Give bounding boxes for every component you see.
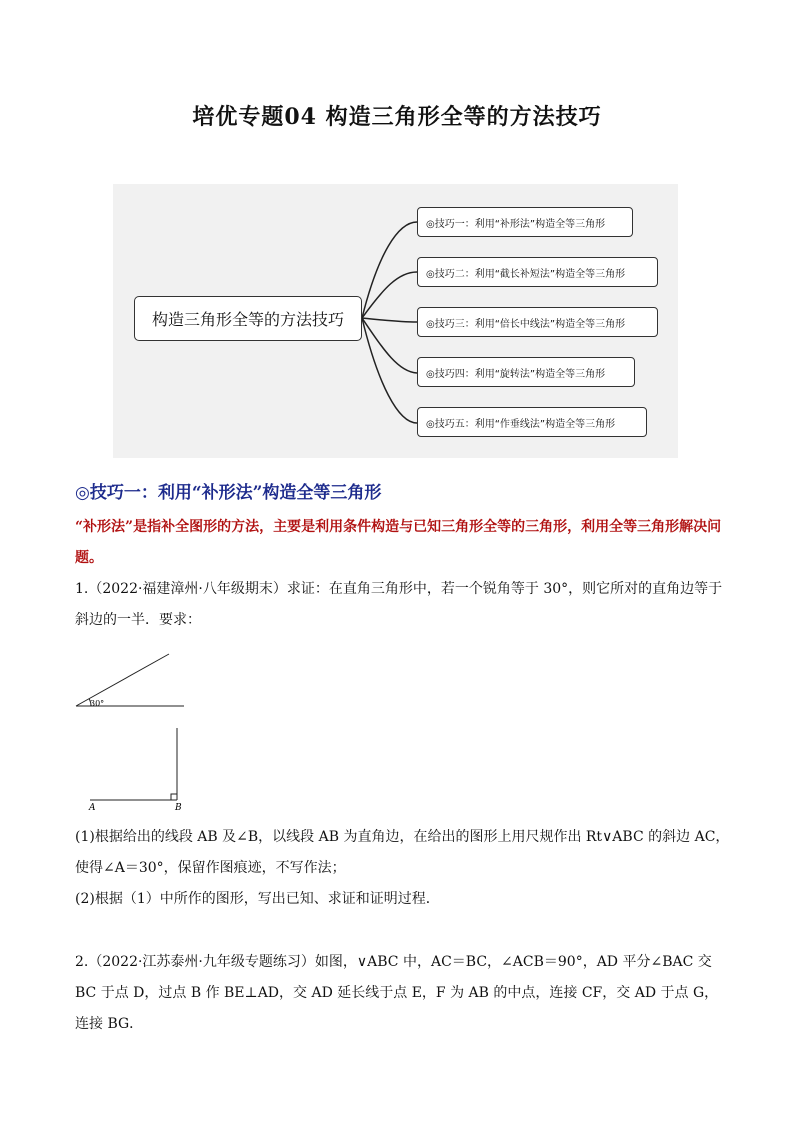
connector-2 bbox=[362, 272, 417, 318]
connector-4 bbox=[362, 318, 417, 373]
mindmap-branch-5: ◎技巧五：利用“作垂线法”构造全等三角形 bbox=[417, 407, 647, 437]
geometry-figure bbox=[70, 640, 190, 815]
point-b-label: B bbox=[175, 803, 182, 813]
connector-3 bbox=[362, 318, 417, 322]
angle-label: 30° bbox=[90, 699, 105, 708]
right-angle-mark bbox=[171, 794, 177, 800]
problem-1-figure bbox=[70, 640, 190, 819]
mindmap-branch-2: ◎技巧二：利用“截长补短法”构造全等三角形 bbox=[417, 257, 658, 287]
connector-1 bbox=[362, 222, 417, 318]
problem-2-statement: 2.（2022·江苏泰州·九年级专题练习）如图，∨ABC 中，AC＝BC，∠ACB＝90°，AD 平分∠BAC 交 BC 于点 D，过点 B 作 BE⊥AD，交 AD 延长线于点 E，F 为 AB 的中点，连接 CF，交 AD 于点 G，连接 BG． bbox=[75, 954, 719, 1032]
mindmap-diagram bbox=[113, 184, 678, 458]
problem-1-part-1: (1)根据给出的线段 AB 及∠B，以线段 AB 为直角边，在给出的图形上用尺规作出 Rt∨ABC 的斜边 AC，使得∠A＝30°，保留作图痕迹，不写作法； bbox=[75, 829, 730, 876]
problem-1-statement: 1.（2022·福建漳州·八年级期末）求证：在直角三角形中，若一个锐角等于 30°，则它所对的直角边等于斜边的一半．要求： bbox=[75, 581, 723, 628]
point-a-label: A bbox=[89, 803, 96, 813]
section-intro: “补形法”是指补全图形的方法，主要是利用条件构造与已知三角形全等的三角形，利用全等三角形解决问题。 bbox=[75, 519, 722, 566]
mindmap-root-node: 构造三角形全等的方法技巧 bbox=[134, 296, 362, 341]
problem-1-part-2: (2)根据（1）中所作的图形，写出已知、求证和证明过程． bbox=[75, 891, 440, 907]
mindmap-branch-3: ◎技巧三：利用“倍长中线法”构造全等三角形 bbox=[417, 307, 658, 337]
mindmap-branch-1: ◎技巧一：利用“补形法”构造全等三角形 bbox=[417, 207, 633, 237]
mindmap-branch-4: ◎技巧四：利用“旋转法”构造全等三角形 bbox=[417, 357, 635, 387]
page-title: 培优专题04 构造三角形全等的方法技巧 bbox=[192, 104, 602, 130]
section-heading: ◎技巧一：利用“补形法”构造全等三角形 bbox=[75, 483, 382, 503]
